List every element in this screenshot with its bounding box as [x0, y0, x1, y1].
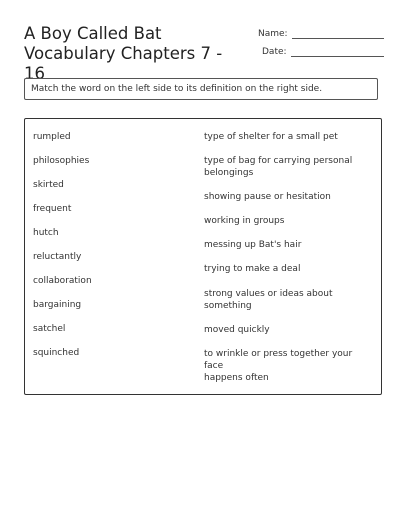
word-item: rumpled	[33, 132, 71, 142]
word-item: collaboration	[33, 276, 92, 286]
name-label: Name:	[258, 29, 288, 39]
definition-item: to wrinkle or press together your face	[204, 349, 353, 371]
word-item: bargaining	[33, 300, 82, 310]
definition-item: happens often	[204, 373, 269, 383]
definition-item: moved quickly	[204, 325, 270, 335]
word-item: skirted	[33, 180, 64, 190]
definition-item: messing up Bat's hair	[204, 240, 302, 250]
word-item: squinched	[33, 348, 80, 358]
definition-item: type of shelter for a small pet	[204, 132, 338, 142]
definition-item: trying to make a deal	[204, 264, 301, 274]
word-item: reluctantly	[33, 252, 82, 262]
date-line[interactable]	[291, 45, 384, 57]
word-item: satchel	[33, 324, 66, 334]
date-field[interactable]	[258, 45, 384, 57]
definition-item: type of bag for carrying personal belongings	[204, 156, 353, 178]
matching-box	[24, 118, 382, 395]
name-line[interactable]	[292, 27, 384, 39]
definition-item: working in groups	[204, 216, 285, 226]
word-item: philosophies	[33, 156, 90, 166]
name-field[interactable]	[258, 27, 384, 39]
worksheet-title: A Boy Called Bat Vocabulary Chapters 7 - 16	[24, 24, 223, 83]
word-item: frequent	[33, 204, 72, 214]
word-item: hutch	[33, 228, 59, 238]
date-label: Date:	[262, 47, 287, 57]
definition-item: strong values or ideas about something	[204, 289, 333, 311]
definition-item: showing pause or hesitation	[204, 192, 331, 202]
instructions-box: Match the word on the left side to its definition on the right side.	[24, 78, 378, 100]
